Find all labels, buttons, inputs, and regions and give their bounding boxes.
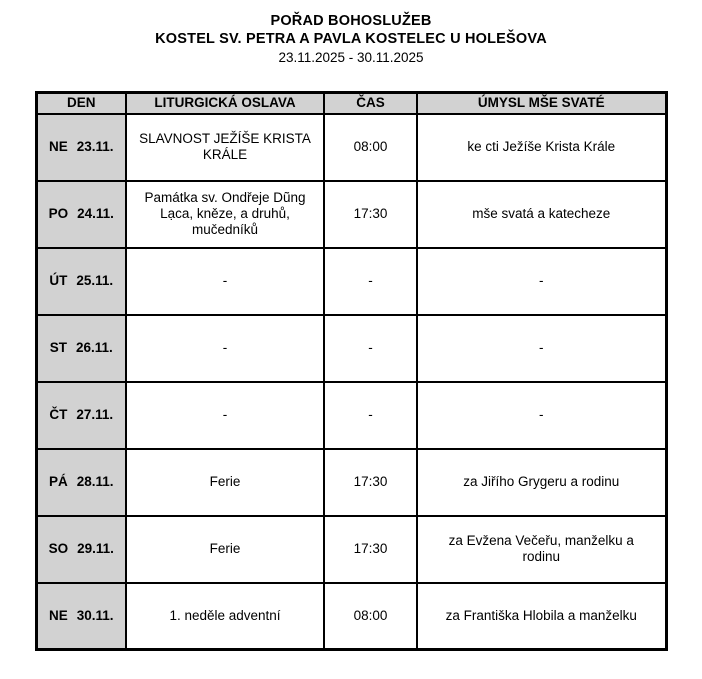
column-header-umysl-mse-svate: ÚMYSL MŠE SVATÉ — [417, 93, 666, 114]
day-date: 30.11. — [76, 607, 114, 623]
celebration-cell: 1. neděle adventní — [126, 583, 324, 650]
day-abbr: ST — [49, 340, 67, 356]
celebration-cell: - — [126, 382, 324, 449]
celebration-cell: - — [126, 315, 324, 382]
time-cell: 17:30 — [324, 181, 417, 248]
time-cell: 17:30 — [324, 449, 417, 516]
table-row — [36, 449, 666, 516]
day-date: 28.11. — [76, 474, 114, 490]
day-cell — [36, 449, 126, 516]
intention-cell: za Jiřího Grygeru a rodinu — [417, 449, 666, 516]
table-row — [36, 583, 666, 650]
intention-cell: ke cti Ježíše Krista Krále — [417, 114, 666, 181]
intention-cell: za Františka Hlobila a manželku — [417, 583, 666, 650]
time-cell: 17:30 — [324, 516, 417, 583]
day-abbr: PÁ — [48, 474, 68, 490]
day-date: 24.11. — [77, 206, 114, 222]
intention-cell: za Evžena Večeřu, manželku a rodinu — [417, 516, 666, 583]
day-abbr: PO — [48, 206, 69, 222]
document-header — [0, 0, 702, 67]
day-cell — [36, 315, 126, 382]
time-cell: 08:00 — [324, 583, 417, 650]
intention-cell: - — [417, 315, 666, 382]
day-cell — [36, 382, 126, 449]
celebration-cell: SLAVNOST JEŽÍŠE KRISTA KRÁLE — [126, 114, 324, 181]
table-row — [36, 382, 666, 449]
day-cell — [36, 181, 126, 248]
day-date: 26.11. — [75, 340, 113, 356]
table-row — [36, 181, 666, 248]
table-row — [36, 516, 666, 583]
time-cell: - — [324, 315, 417, 382]
celebration-cell: Památka sv. Ondřeje Dũng Lạca, kněze, a druhů, mučedníků — [126, 181, 324, 248]
table-row — [36, 315, 666, 382]
day-cell — [36, 583, 126, 650]
page-title: POŘAD BOHOSLUŽEB — [270, 13, 432, 29]
mass-schedule-table — [35, 91, 668, 651]
day-cell — [36, 516, 126, 583]
intention-cell: mše svatá a katecheze — [417, 181, 666, 248]
celebration-cell: - — [126, 248, 324, 315]
day-abbr: NE — [48, 139, 68, 155]
day-cell — [36, 248, 126, 315]
celebration-cell: Ferie — [126, 516, 324, 583]
day-date: 29.11. — [77, 541, 114, 557]
date-range: 23.11.2025 - 30.11.2025 — [278, 50, 424, 65]
table-header-row — [36, 93, 666, 114]
page-subtitle: KOSTEL SV. PETRA A PAVLA KOSTELEC U HOLEŠOVA — [155, 31, 547, 47]
celebration-cell: Ferie — [126, 449, 324, 516]
time-cell: - — [324, 382, 417, 449]
day-abbr: ÚT — [49, 273, 68, 289]
day-date: 25.11. — [76, 273, 114, 289]
column-header-den: DEN — [36, 93, 126, 114]
day-abbr: ČT — [49, 407, 68, 423]
table-row — [36, 248, 666, 315]
column-header-cas: ČAS — [324, 93, 417, 114]
column-header-liturgicka-oslava: LITURGICKÁ OSLAVA — [126, 93, 324, 114]
day-cell — [36, 114, 126, 181]
day-abbr: NE — [48, 607, 68, 623]
time-cell: 08:00 — [324, 114, 417, 181]
intention-cell: - — [417, 382, 666, 449]
day-date: 27.11. — [76, 407, 114, 423]
table-row — [36, 114, 666, 181]
day-date: 23.11. — [76, 139, 114, 155]
day-abbr: SO — [48, 541, 69, 557]
intention-cell: - — [417, 248, 666, 315]
time-cell: - — [324, 248, 417, 315]
